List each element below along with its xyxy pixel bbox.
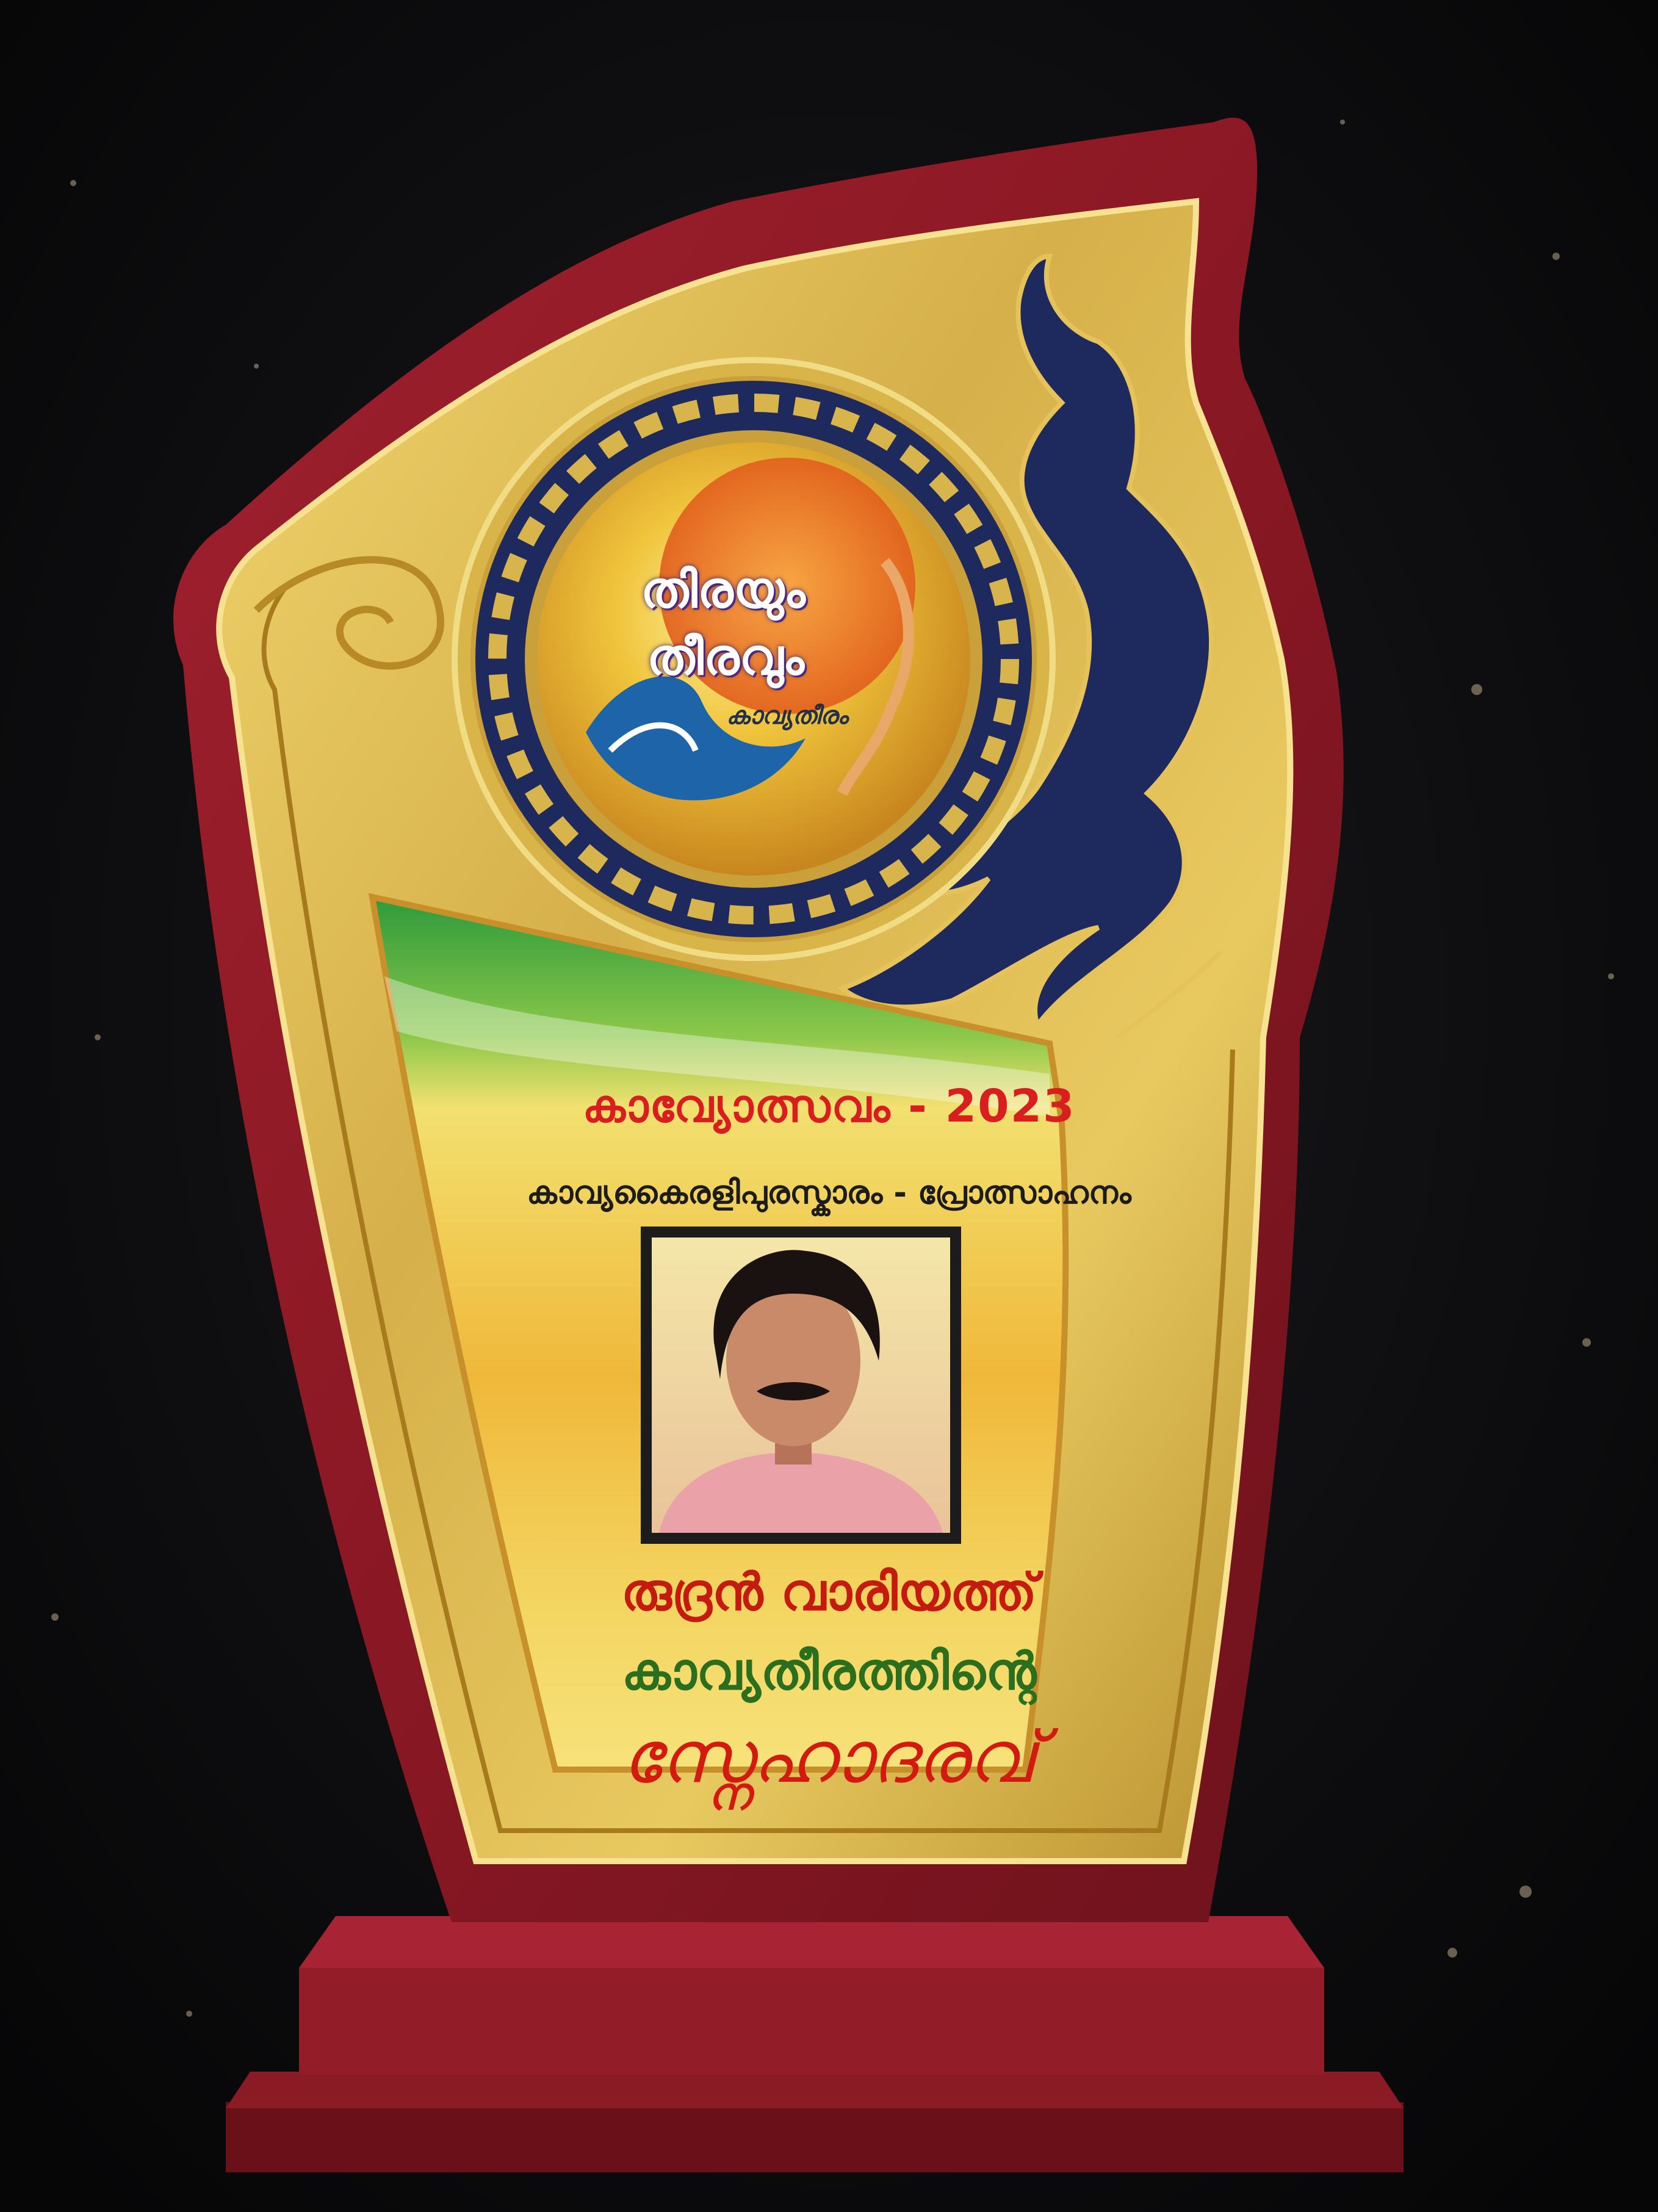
logo-text-line1: തിരയും: [641, 561, 806, 619]
logo-text-line3: കാവ്യതീരം: [726, 702, 848, 730]
regards-line: സ്നേഹാദരവ്: [621, 1715, 1037, 1799]
portrait-frame: [641, 1227, 961, 1544]
event-title: കാവ്യോത്സവം - 2023: [582, 1080, 1076, 1133]
trophy-base: [226, 1916, 1404, 2172]
award-line: കാവ്യകൈരളിപുരസ്കാരം - പ്രോത്സാഹനം: [527, 1175, 1131, 1211]
logo-text-line2: തീരവും: [647, 629, 804, 686]
from-line: കാവ്യതീരത്തിന്റെ: [621, 1641, 1037, 1701]
recipient-name: രുദ്രൻ വാരിയത്ത്: [621, 1562, 1037, 1622]
